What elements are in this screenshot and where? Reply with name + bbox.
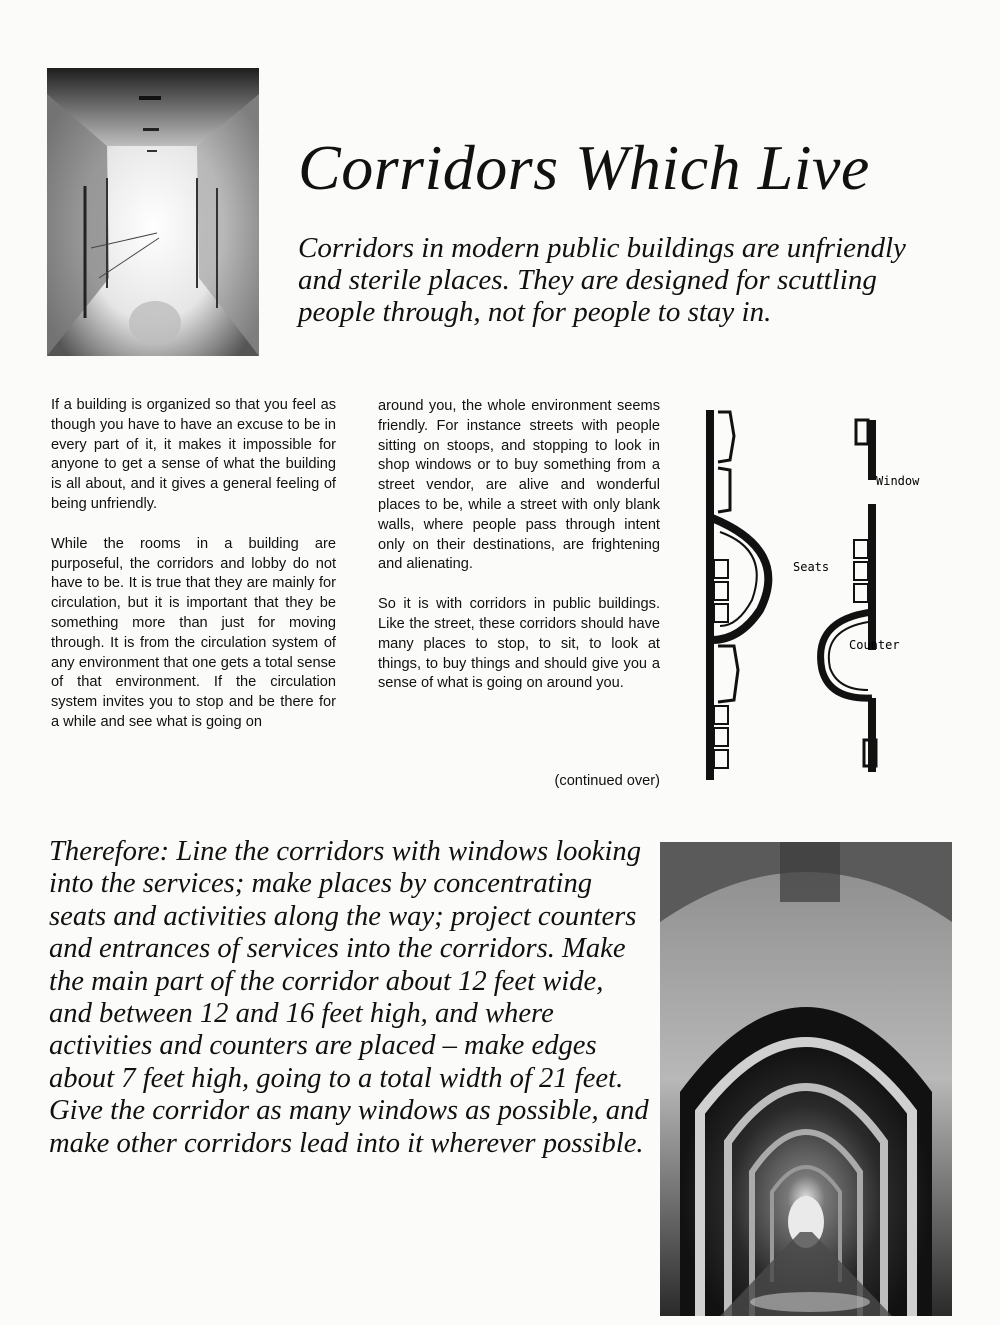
page-subtitle: Corridors in modern public buildings are unfriendly and sterile places. They are designed for scuttling people through, not for people to stay in. [298, 232, 906, 328]
pattern-statement: Therefore: Line the corridors with windows looking into the services; make places by concentrating seats and activities along the way; project counters and entrances of services into the corridors. Make the main part of the corridor about 12 feet wide, and between 12 and 16 feet high, and where activities and counters are placed – make edges about 7 feet high, going to a total width of 21 feet. Give the corridor as many windows as possible, and make other corridors lead into it wherever possible. [49, 836, 649, 1159]
body-column-2 [378, 397, 660, 694]
paragraph: While the rooms in a building are purposeful, the corridors and lobby do not have to be. It is true that they are mainly for circulation, but it is important that they be something more than just for moving through. It is from the circulation system of any environment that one gets a total sense of that environment. If the circulation system invites you to stop and be there for a while and see what is going on [51, 535, 336, 730]
arcade-photo-bottom [660, 842, 952, 1316]
corridor-photo-top-image [47, 68, 259, 356]
corridor-plan-diagram [700, 400, 970, 790]
window-label: Window [876, 474, 920, 488]
left-wall [710, 410, 768, 780]
paragraph: around you, the whole environment seems friendly. For instance streets with people sitting on stoops, and stopping to look in shop windows or to buy something from a street vendor, are alive and wonderful places to be, while a street with only blank walls, where people pass through intent only on their destinations, are frightening and alienating. [378, 398, 660, 573]
continued-note: (continued over) [554, 773, 660, 789]
page-title: Corridors Which Live [298, 132, 870, 203]
seats-label: Seats [793, 560, 830, 574]
counter-label: Counter [849, 638, 900, 652]
paragraph: So it is with corridors in public buildings. Like the street, these corridors should have many places to stop, to sit, to look at things, to buy things and should give you a sense of what is going on around you. [378, 596, 660, 692]
arcade-photo-bottom-image [660, 842, 952, 1316]
body-column-1 [51, 396, 336, 733]
paragraph: If a building is organized so that you feel as though you have to have an excuse to be in every part of it, it makes it impossible for anyone to get a sense of what the building is all about, and it gives a general feeling of being unfriendly. [51, 397, 336, 512]
right-wall [821, 420, 876, 772]
corridor-photo-top [47, 68, 259, 356]
